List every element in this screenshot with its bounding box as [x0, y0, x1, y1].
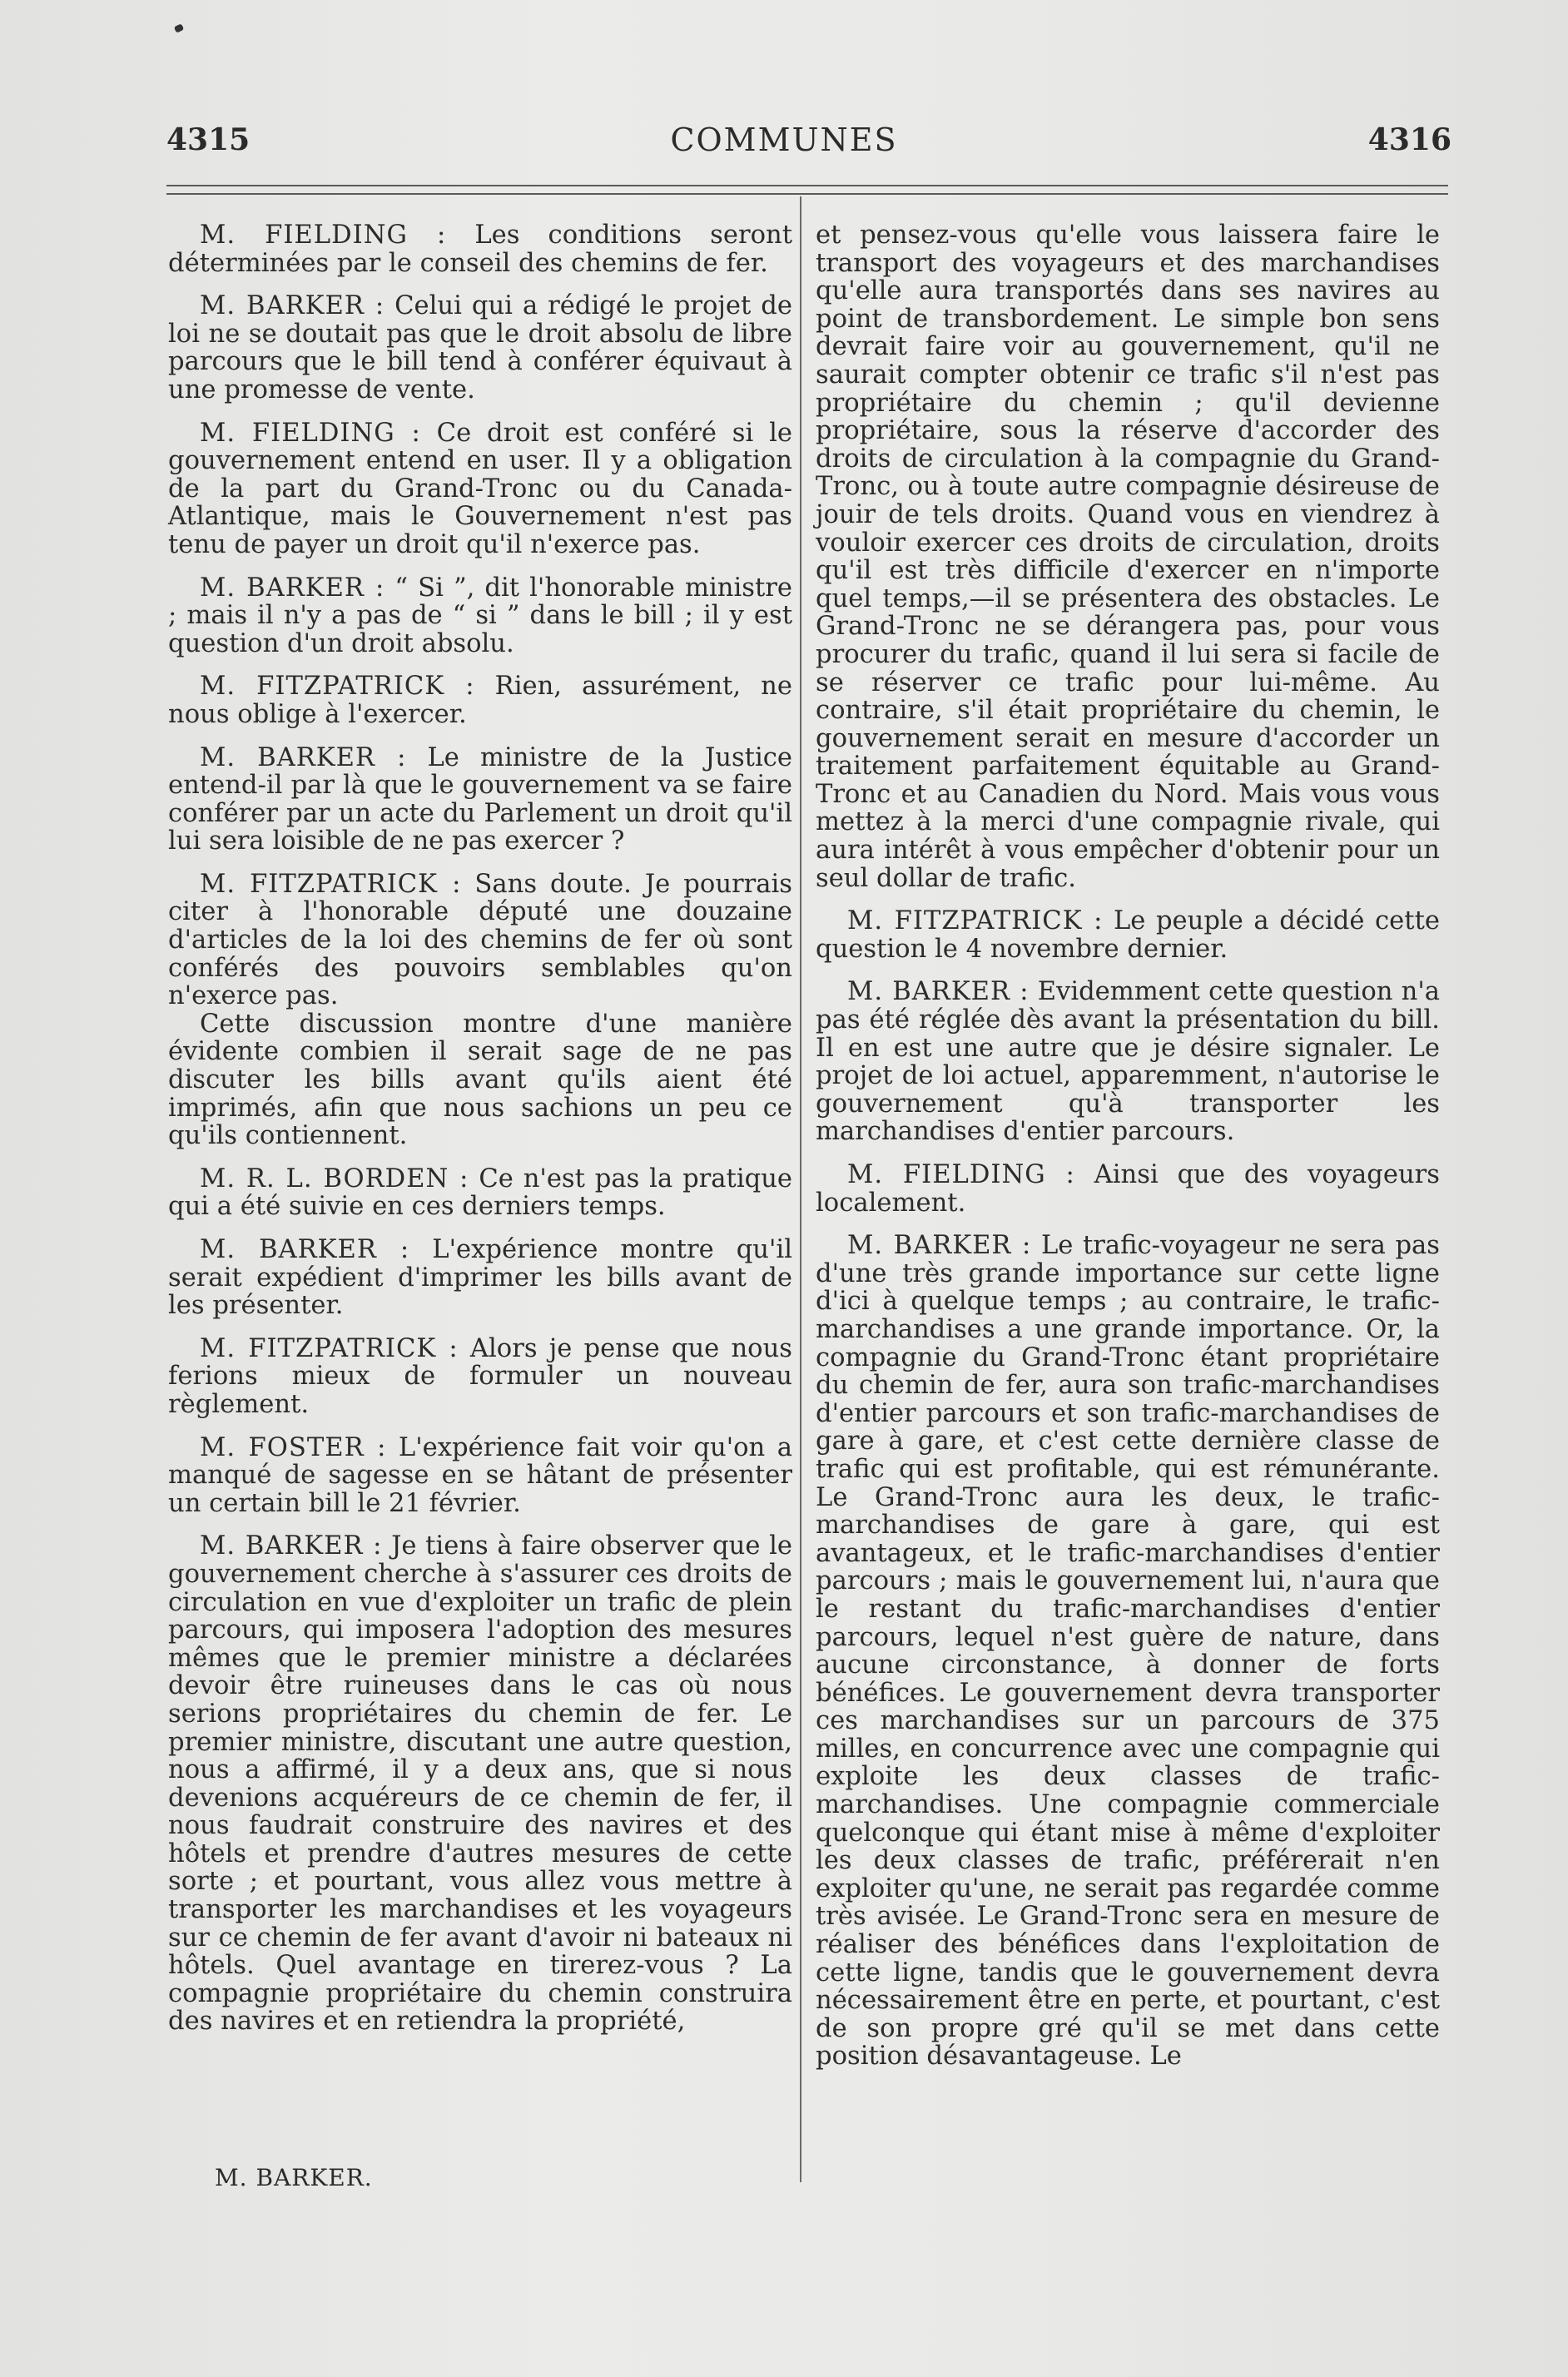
right-page-number: 4316 — [1367, 122, 1451, 157]
page-title: COMMUNES — [670, 122, 898, 158]
paragraph-text: “ Si ”, dit l'honorable ministre ; mais il n'y a pas de “ si ” dans le bill ; il y est question d'un droit absolu. — [168, 573, 792, 658]
paragraph — [168, 672, 792, 728]
left-column — [168, 221, 792, 2051]
column-divider — [800, 196, 801, 2182]
paragraph — [168, 221, 792, 277]
right-column — [816, 221, 1440, 2086]
paragraph-text: Cette discussion montre d'une manière évidente combien il serait sage de ne pas discuter les bills avant qu'ils aient été imprimés, afin que nous sachions un peu ce qu'ils contiennent. — [168, 1009, 792, 1151]
paragraph-text: L'expérience fait voir qu'on a manqué de sagesse en se hâtant de présenter un certain bill le 21 février. — [168, 1432, 792, 1518]
paragraph-text: Celui qui a rédigé le projet de loi ne se doutait pas que le droit absolu de libre parcours que le bill tend à conférer équivaut à une promesse de vente. — [168, 291, 792, 404]
paragraph — [168, 292, 792, 404]
speaker-name: M. FITZPATRICK : — [847, 906, 1104, 936]
paragraph — [816, 1161, 1440, 1217]
paragraph-text: Le ministre de la Justice entend-il par là que le gouvernement va se faire conférer par un acte du Parlement un droit qu'il lui sera loisible de ne pas exercer ? — [168, 742, 792, 856]
paragraph — [168, 1010, 792, 1150]
speaker-name: M. FITZPATRICK : — [200, 672, 475, 702]
paragraph-text: L'expérience montre qu'il serait expédient d'imprimer les bills avant de les présenter. — [168, 1235, 792, 1321]
paragraph — [816, 907, 1440, 963]
paragraph-text: Ainsi que des voyageurs localement. — [816, 1160, 1440, 1218]
paragraph — [168, 1165, 792, 1221]
page-footer: M. BARKER. — [215, 2164, 373, 2191]
paragraph — [816, 221, 1440, 892]
paragraph — [168, 1335, 792, 1419]
speaker-name: M. BARKER : — [200, 1531, 383, 1561]
speaker-name: M. FOSTER : — [200, 1432, 387, 1462]
speaker-name: M. FIELDING : — [847, 1160, 1075, 1189]
paragraph — [168, 1532, 792, 2036]
speaker-name: M. FIELDING : — [200, 221, 447, 250]
speaker-name: M. BARKER : — [200, 742, 407, 772]
paragraph — [816, 978, 1440, 1146]
paragraph-text: Les conditions seront déterminées par le conseil des chemins de fer. — [168, 221, 793, 278]
paragraph — [168, 1434, 792, 1518]
header-rule — [166, 185, 1448, 186]
paragraph-text: Le peuple a décidé cette question le 4 novembre dernier. — [816, 906, 1440, 964]
paragraph-text: Sans doute. Je pourrais citer à l'honorable député une douzaine d'articles de la loi des chemins de fer où sont conférés des pouvoirs semblables qu'on n'exerce pas. — [168, 869, 792, 1011]
paragraph — [816, 1232, 1440, 2071]
paragraph-text: Alors je pense que nous ferions mieux de formuler un nouveau règlement. — [168, 1333, 792, 1419]
speaker-name: M. BARKER : — [200, 1235, 410, 1264]
paragraph — [168, 574, 792, 658]
paragraph-text: Rien, assurément, ne nous oblige à l'exercer. — [168, 672, 792, 729]
paragraph — [168, 419, 792, 559]
speaker-name: M. FITZPATRICK : — [200, 1333, 459, 1363]
speaker-name: M. FIELDING : — [200, 418, 421, 448]
speaker-name: M. BARKER : — [847, 977, 1030, 1007]
paragraph-text: et pensez-vous qu'elle vous laissera faire le transport des voyageurs et des marchandises qu'elle aura transportés dans ses navires au point de transbordement. Le simple bon sens devrait faire voir au gouvernement, qu'il ne saurait compter obtenir ce trafic s'il n'est pas propriétaire du chemin ; qu'il devienne propriétaire, sous la réserve d'accorder des droits de circulation à la compagnie du Grand-Tronc, ou à toute autre compagnie désireuse de jouir de tels droits. Quand vous en viendrez à vouloir exercer ces droits de circulation, droits qu'il est très difficile d'exercer en n'importe quel temps,—il se présentera des obstacles. Le Grand-Tronc ne se dérangera pas, pour vous procurer du trafic, quand il lui sera si facile de se réserver ce trafic pour lui-même. Au contraire, s'il était propriétaire du chemin, le gouvernement serait en mesure d'accorder un traitement parfaitement équitable au Grand-Tronc et au Canadien du Nord. Mais vous vous mettez à la merci d'une compagnie rivale, qui aura intérêt à vous empêcher d'obtenir pour un seul dollar de trafic. — [816, 221, 1440, 893]
paragraph-text: Ce droit est conféré si le gouvernement entend en user. Il y a obligation de la part du Grand-Tronc ou du Canada-Atlantique, mais le Gouvernement n'est pas tenu de payer un droit qu'il n'exerce pas. — [168, 418, 792, 559]
paragraph-text: Ce n'est pas la pratique qui a été suivie en ces derniers temps. — [168, 1164, 793, 1222]
header-rule-double — [166, 193, 1448, 195]
paragraph — [168, 1236, 792, 1320]
paragraph-text: Evidemment cette question n'a pas été réglée dès avant la présentation du bill. Il en est une autre que je désire signaler. Le projet de loi actuel, apparemment, n'autorise le gouvernement qu'à transporter les marchandises d'entier parcours. — [816, 977, 1440, 1147]
left-page-number: 4315 — [166, 122, 251, 157]
speaker-name: M. BARKER : — [200, 573, 385, 603]
ink-speck — [174, 23, 184, 32]
speaker-name: M. BARKER : — [200, 291, 385, 321]
speaker-name: M. R. L. BORDEN : — [200, 1164, 469, 1193]
paragraph — [168, 744, 792, 856]
speaker-name: M. FITZPATRICK : — [200, 869, 462, 899]
paragraph-text: Je tiens à faire observer que le gouvernement cherche à s'assurer ces droits de circulation en vue d'exploiter un trafic de plein parcours, qui imposera l'adoption des mesures mêmes que le premier ministre a déclarées devoir être ruineuses dans le cas où nous serions propriétaires du chemin de fer. Le premier ministre, discutant une autre question, nous a affirmé, il y a deux ans, que si nous devenions acquéreurs de ce chemin de fer, il nous faudrait construire des navires et des hôtels et prendre d'autres mesures de cette sorte ; et pourtant, vous allez vous mettre à transporter les marchandises et les voyageurs sur ce chemin de fer avant d'avoir ni bateaux ni hôtels. Quel avantage en tirerez-vous ? La compagnie propriétaire du chemin construira des navires et en retiendra la propriété, — [168, 1531, 792, 2037]
paragraph-text: Le trafic-voyageur ne sera pas d'une très grande importance sur cette ligne d'ici à quelque temps ; au contraire, le trafic-marchandises a une grande importance. Or, la compagnie du Grand-Tronc étant propriétaire du chemin de fer, aura son trafic-marchandises d'entier parcours et son trafic-marchandises de gare à gare, et c'est cette dernière classe de trafic qui est profitable, qui est rémunérante. Le Grand-Tronc aura les deux, le trafic-marchandises de gare à gare, qui est avantageux, et le trafic-marchandises d'entier parcours ; mais le gouvernement lui, n'aura que le restant du trafic-marchandises d'entier parcours, lequel n'est guère de nature, dans aucune circonstance, à donner de forts bénéfices. Le gouvernement devra transporter ces marchandises sur un parcours de 375 milles, en concurrence avec une compagnie qui exploite les deux classes de trafic-marchandises. Une compagnie commerciale quelconque qui étant mise à même d'exploiter les deux classes de trafic, préférerait n'en exploiter qu'une, ne serait pas regardée comme très avisée. Le Grand-Tronc sera en mesure de réaliser des bénéfices dans l'exploitation de cette ligne, tandis que le gouvernement devra nécessairement être en perte, et pourtant, c'est de son propre gré qu'il se met dans cette position désavantageuse. Le — [816, 1231, 1440, 2072]
paragraph — [168, 871, 792, 1010]
speaker-name: M. BARKER : — [847, 1231, 1032, 1261]
